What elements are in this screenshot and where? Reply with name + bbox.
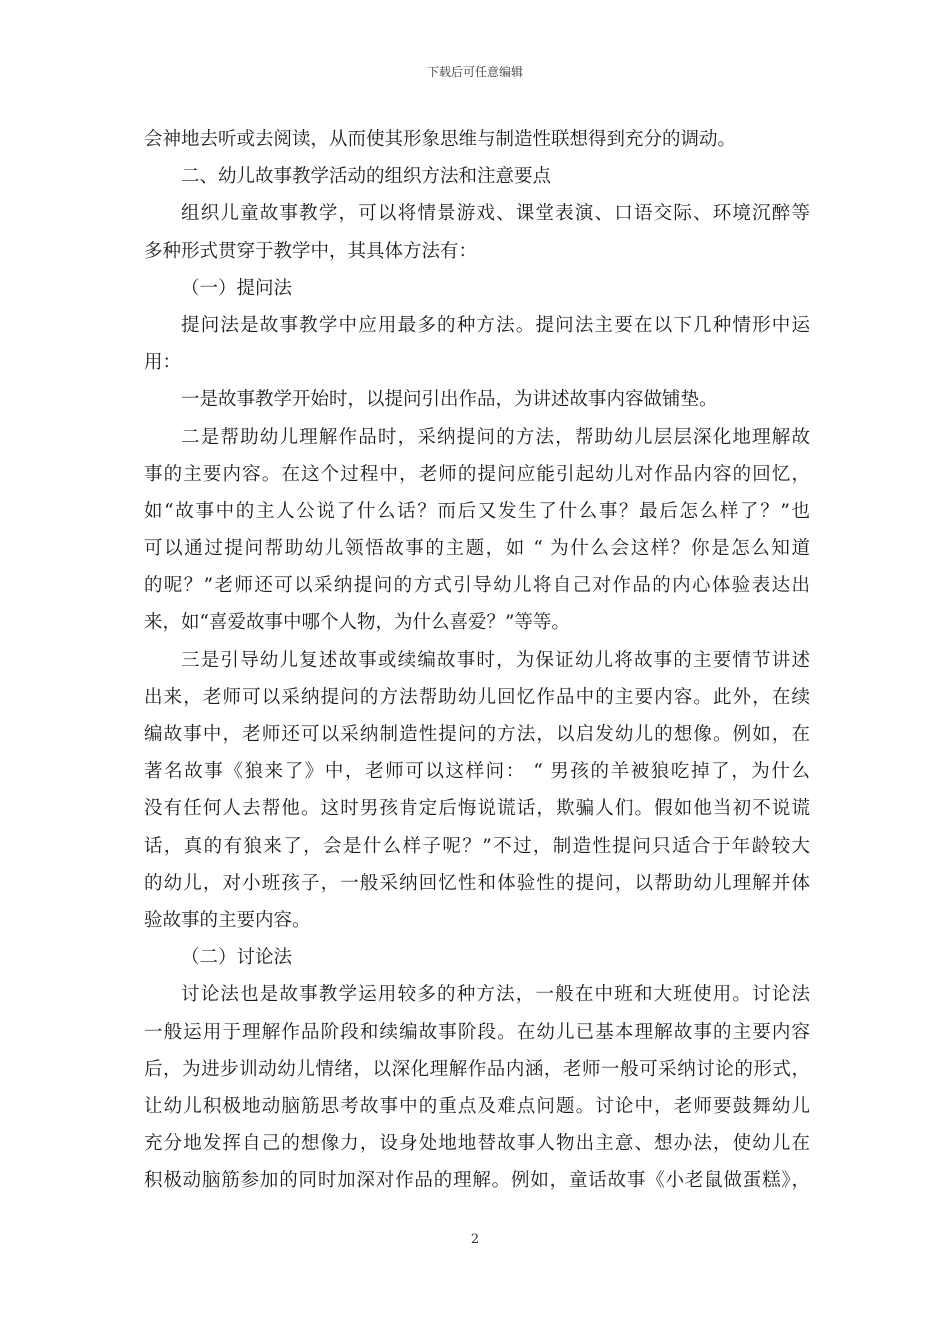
text-block (144, 121, 810, 1199)
text-line: 讨论法也是故事教学运用较多的种方法，一般在中班和大班使用。讨论法 (181, 984, 810, 1006)
text-line: 积极动脑筋参加的同时加深对作品的理解。例如，童话故事《小老鼠做蛋糕》， (144, 1170, 810, 1192)
text-line: （一）提问法 (181, 277, 293, 299)
text-line: 如“故事中的主人公说了什么话？而后又发生了什么事？最后怎么样了？”也 (144, 500, 810, 522)
document-body (144, 121, 810, 1199)
text-line: 事的主要内容。在这个过程中，老师的提问应能引起幼儿对作品内容的回忆， (144, 463, 810, 485)
text-line: 组织儿童故事教学，可以将情景游戏、课堂表演、口语交际、环境沉醉等 (181, 203, 810, 225)
text-line: 可以通过提问帮助幼儿领悟故事的主题，如 “ 为什么会这样？你是怎么知道 (144, 538, 810, 560)
text-line: 编故事中，老师还可以采纳制造性提问的方法，以启发幼儿的想像。例如，在 (144, 724, 810, 745)
page-header: 下载后可任意编辑 (426, 65, 523, 79)
text-line: （二）讨论法 (181, 947, 293, 969)
text-line: 出来，老师可以采纳提问的方法帮助幼儿回忆作品中的主要内容。此外，在续 (144, 686, 810, 708)
text-line: 会神地去听或去阅读，从而使其形象思维与制造性联想得到充分的调动。 (144, 129, 737, 150)
text-line: 二、幼儿故事教学活动的组织方法和注意要点 (181, 166, 552, 188)
text-line: 的呢？”老师还可以采纳提问的方式引导幼儿将自己对作品的内心体验表达出 (144, 575, 810, 597)
text-line: 验故事的主要内容。 (144, 909, 311, 931)
text-line: 著名故事《狼来了》中，老师可以这样问： “ 男孩的羊被狼吃掉了，为什么 (144, 761, 810, 783)
text-line: 后，为进步训动幼儿情绪，以深化理解作品内涵，老师一般可采纳讨论的形式， (144, 1058, 810, 1080)
page-number: 2 (470, 1232, 480, 1247)
text-line: 充分地发挥自己的想像力，设身处地地替故事人物出主意、想办法，使幼儿在 (144, 1133, 810, 1155)
text-line: 提问法是故事教学中应用最多的种方法。提问法主要在以下几种情形中运 (181, 314, 810, 336)
text-line: 没有任何人去帮他。这时男孩肯定后悔说谎话，欺骗人们。假如他当初不说谎 (144, 798, 810, 820)
text-line: 一是故事教学开始时，以提问引出作品，为讲述故事内容做铺垫。 (181, 389, 718, 411)
text-line: 让幼儿积极地动脑筋思考故事中的重点及难点问题。讨论中，老师要鼓舞幼儿 (144, 1095, 810, 1117)
text-line: 话，真的有狼来了，会是什么样子呢？”不过，制造性提问只适合于年龄较大 (144, 835, 810, 857)
text-line: 三是引导幼儿复述故事或续编故事时，为保证幼儿将故事的主要情节讲述 (181, 649, 810, 671)
text-line: 多种形式贯穿于教学中，其具体方法有： (144, 240, 478, 262)
text-line: 来，如“喜爱故事中哪个人物，为什么喜爱？”等等。 (144, 612, 570, 634)
text-line: 二是帮助幼儿理解作品时，采纳提问的方法，帮助幼儿层层深化地理解故 (181, 426, 810, 448)
text-line: 的幼儿，对小班孩子，一般采纳回忆性和体验性的提问，以帮助幼儿理解并体 (144, 872, 810, 894)
text-line: 一般运用于理解作品阶段和续编故事阶段。在幼儿已基本理解故事的主要内容 (144, 1021, 810, 1043)
text-line: 用： (144, 352, 182, 374)
